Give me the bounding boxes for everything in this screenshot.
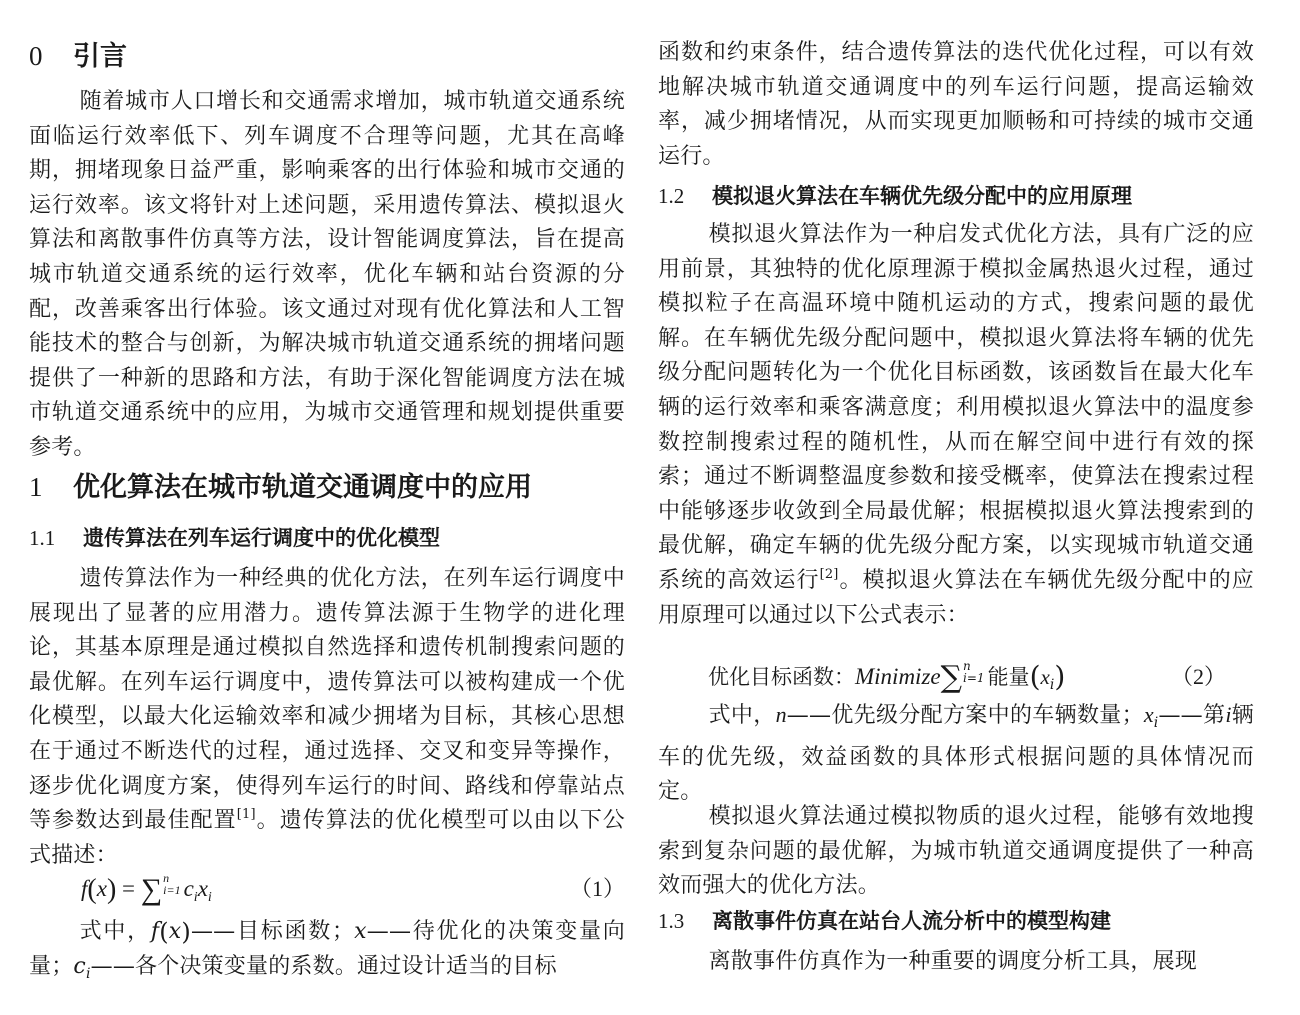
summary-paragraph: 模拟退火算法通过模拟物质的退火过程，能够有效地搜索到复杂问题的最优解，为城市轨道交通调度提供了一种高效而强大的优化方法。 xyxy=(658,804,1254,899)
equation-2-explanation: 式中，n——优先级分配方案中的车辆数量；$x_i——$第i辆车的优先级，效益函数的具体形式根据问题的具体情况而定。 xyxy=(658,702,1255,805)
section-title: 引言 xyxy=(73,41,127,72)
paragraph-text: 模拟退火算法作为一种启发式优化方法，具有广泛的应用前景，其独特的优化原理源于模拟金属热退火过程，通过模拟粒子在高温环境中随机运动的方式，搜索问题的最优解。在车辆优先级分配问题中，模拟退火算法将车辆的优先级分配问题转化为一个优化目标函数，该函数旨在最大化车辆的运行效率和乘客满意度；利用模拟退火算法中的温度参数控制搜索过程的随机性，从而在解空间中进行有效的探索；通过不断调整温度参数和接受概率，使算法在搜索过程中能够逐步收敛到全局最优解；根据模拟退火算法搜索到的最优解，确定车辆的优先级分配方案，以实现城市轨道交通系统的高效运行 xyxy=(658,222,1254,593)
paragraph-text: 遗传算法作为一种经典的优化方法，在列车运行调度中展现出了显著的应用潜力。遗传算法源于生物学的进化理论，其基本原理是通过模拟自然选择和遗传机制搜索问题的最优解。在列车运行调度中，遗传算法可以被构建成一个优化模型，以最大化运输效率和减少拥堵为目标，其核心思想在于通过不断迭代的过程，通过选择、交叉和变异等操作，逐步优化调度方案，使得列车运行的时间、路线和停靠站点等参数达到最佳配置 xyxy=(29,566,625,834)
subsection-title: 离散事件仿真在站台人流分析中的模型构建 xyxy=(712,909,1111,933)
simulated-annealing-paragraph xyxy=(658,218,1254,633)
subsection-number: 1.3 xyxy=(658,909,685,933)
paragraph-text-end: 。遗传算法的优化模型可以由以下公式描述： xyxy=(29,808,625,868)
intro-paragraph: 随着城市人口增长和交通需求增加，城市轨道交通系统面临运行效率低下、列车调度不合理等问题，尤其在高峰期，拥堵现象日益严重，影响乘客的出行体验和城市交通的运行效率。该文将针对上述问题，采用遗传算法、模拟退火算法和离散事件仿真等方法，设计智能调度算法，旨在提高城市轨道交通系统的运行效率，优化车辆和站台资源的分配，改善乘客出行体验。该文通过对现有优化算法和人工智能技术的整合与创新，为解决城市轨道交通系统的拥堵问题提供了一种新的思路和方法，有助于深化智能调度方法在城市轨道交通系统中的应用，为城市交通管理和规划提供重要参考。 xyxy=(29,89,625,460)
equation-1-expression: f(x) = ∑ n i=1 $c_ix_i$ xyxy=(81,871,212,906)
section-0-heading xyxy=(29,38,127,75)
citation-1: [1] xyxy=(236,807,256,823)
subsection-1-2-heading xyxy=(658,180,1132,212)
equation-2 xyxy=(658,656,1254,696)
discrete-event-paragraph: 离散事件仿真作为一种重要的调度分析工具，展现 xyxy=(708,949,1197,974)
paragraph-text-end: 。模拟退火算法在车辆优先级分配中的应用原理可以通过以下公式表示： xyxy=(658,567,1254,628)
section-number: 1 xyxy=(29,472,43,502)
equation-1 xyxy=(29,868,625,908)
genetic-algorithm-paragraph xyxy=(29,562,625,873)
subsection-1-3-heading xyxy=(658,905,1111,937)
equation-2-label: （2） xyxy=(1170,664,1226,689)
subsection-1-1-heading xyxy=(29,522,440,554)
subsection-number: 1.2 xyxy=(658,184,685,208)
continued-paragraph: 函数和约束条件，结合遗传算法的迭代优化过程，可以有效地解决城市轨道交通调度中的列车运行问题，提高运输效率，减少拥堵情况，从而实现更加顺畅和可持续的城市交通运行。 xyxy=(658,40,1254,169)
section-1-heading xyxy=(29,469,532,506)
subsection-number: 1.1 xyxy=(29,526,56,550)
subsection-title: 遗传算法在列车运行调度中的优化模型 xyxy=(83,526,440,550)
citation-2: [2] xyxy=(819,566,839,582)
section-number: 0 xyxy=(29,41,43,71)
equation-1-explanation: 式中，f(x)——目标函数；x——待优化的决策变量向量；$c_i——$各个决策变量的系数。通过设计适当的目标 xyxy=(29,918,625,982)
equation-2-expression: 优化目标函数：Minimize∑ n i=1 能量$(x_i)$ xyxy=(708,659,1066,695)
subsection-title: 模拟退火算法在车辆优先级分配中的应用原理 xyxy=(712,184,1132,208)
section-title: 优化算法在城市轨道交通调度中的应用 xyxy=(73,472,532,503)
equation-1-label: （1） xyxy=(569,876,625,901)
